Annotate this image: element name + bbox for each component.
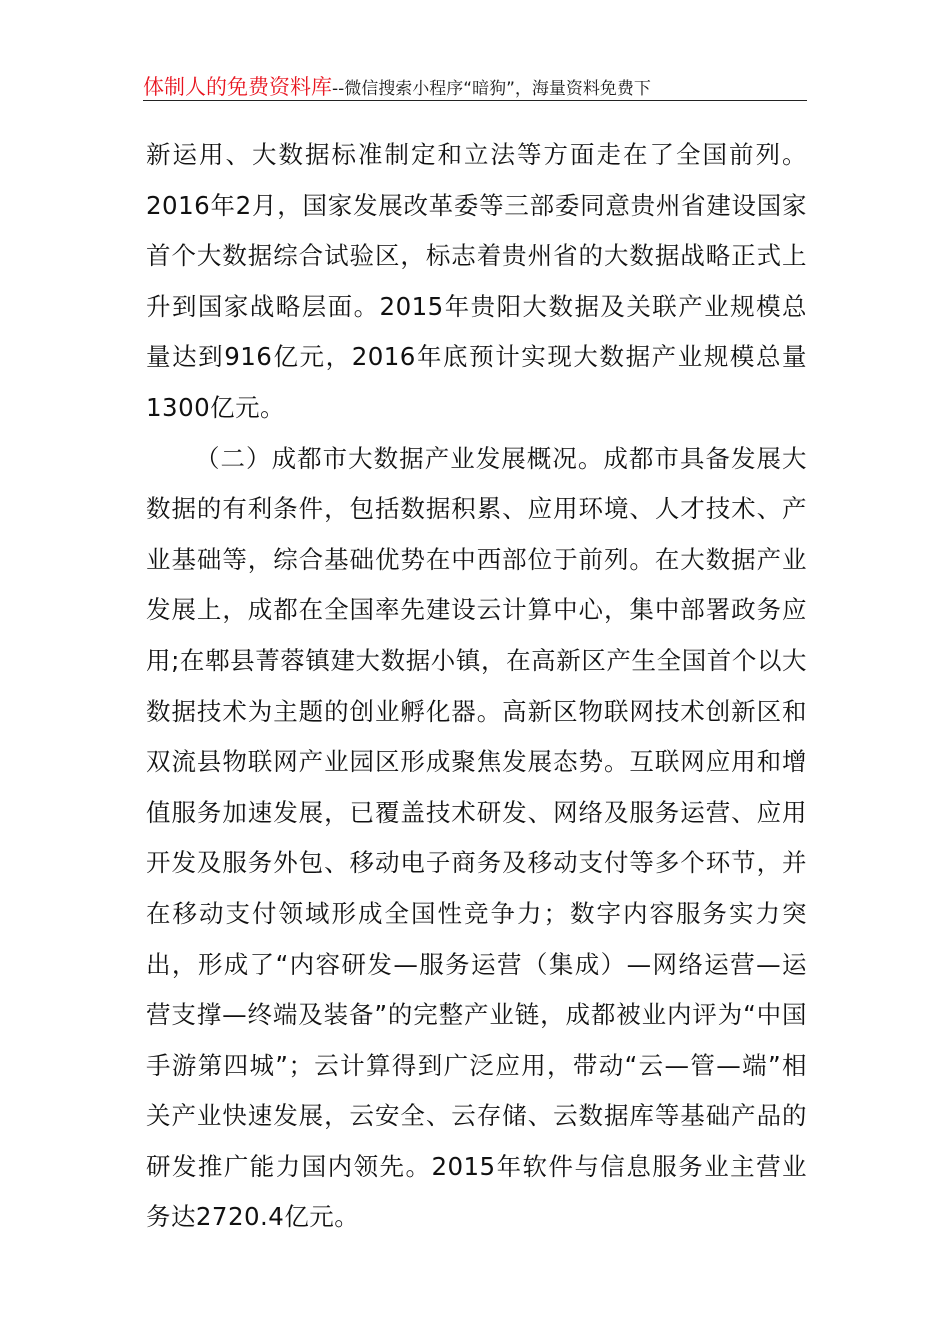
header-promo: --微信搜索小程序“暗狗”，海量资料免费下: [332, 79, 651, 99]
page-header: [143, 74, 807, 101]
paragraph: （二）成都市大数据产业发展概况。成都市具备发展大数据的有利条件，包括数据积累、应用环境、人才技术、产业基础等，综合基础优势在中西部位于前列。在大数据产业发展上，成都在全国率先建设云计算中心，集中部署政务应用;在郫县菁蓉镇建大数据小镇，在高新区产生全国首个以大数据技术为主题的创业孵化器。高新区物联网技术创新区和双流县物联网产业园区形成聚焦发展态势。互联网应用和增值服务加速发展，已覆盖技术研发、网络及服务运营、应用开发及服务外包、移动电子商务及移动支付等多个环节，并在移动支付领域形成全国性竞争力；数字内容服务实力突出，形成了“内容研发—服务运营（集成）—网络运营—运营支撑—终端及装备”的完整产业链，成都被业内评为“中国手游第四城”；云计算得到广泛应用，带动“云—管—端”相关产业快速发展，云安全、云存储、云数据库等基础产品的研发推广能力国内领先。2015年软件与信息服务业主营业务达2720.4亿元。: [146, 443, 807, 1232]
header-brand: 体制人的免费资料库: [143, 75, 332, 99]
document-body: [146, 130, 807, 1243]
paragraph: 新运用、大数据标准制定和立法等方面走在了全国前列。2016年2月，国家发展改革委等三部委同意贵州省建设国家首个大数据综合试验区，标志着贵州省的大数据战略正式上升到国家战略层面。2015年贵阳大数据及关联产业规模总量达到916亿元，2016年底预计实现大数据产业规模总量1300亿元。: [146, 140, 807, 422]
